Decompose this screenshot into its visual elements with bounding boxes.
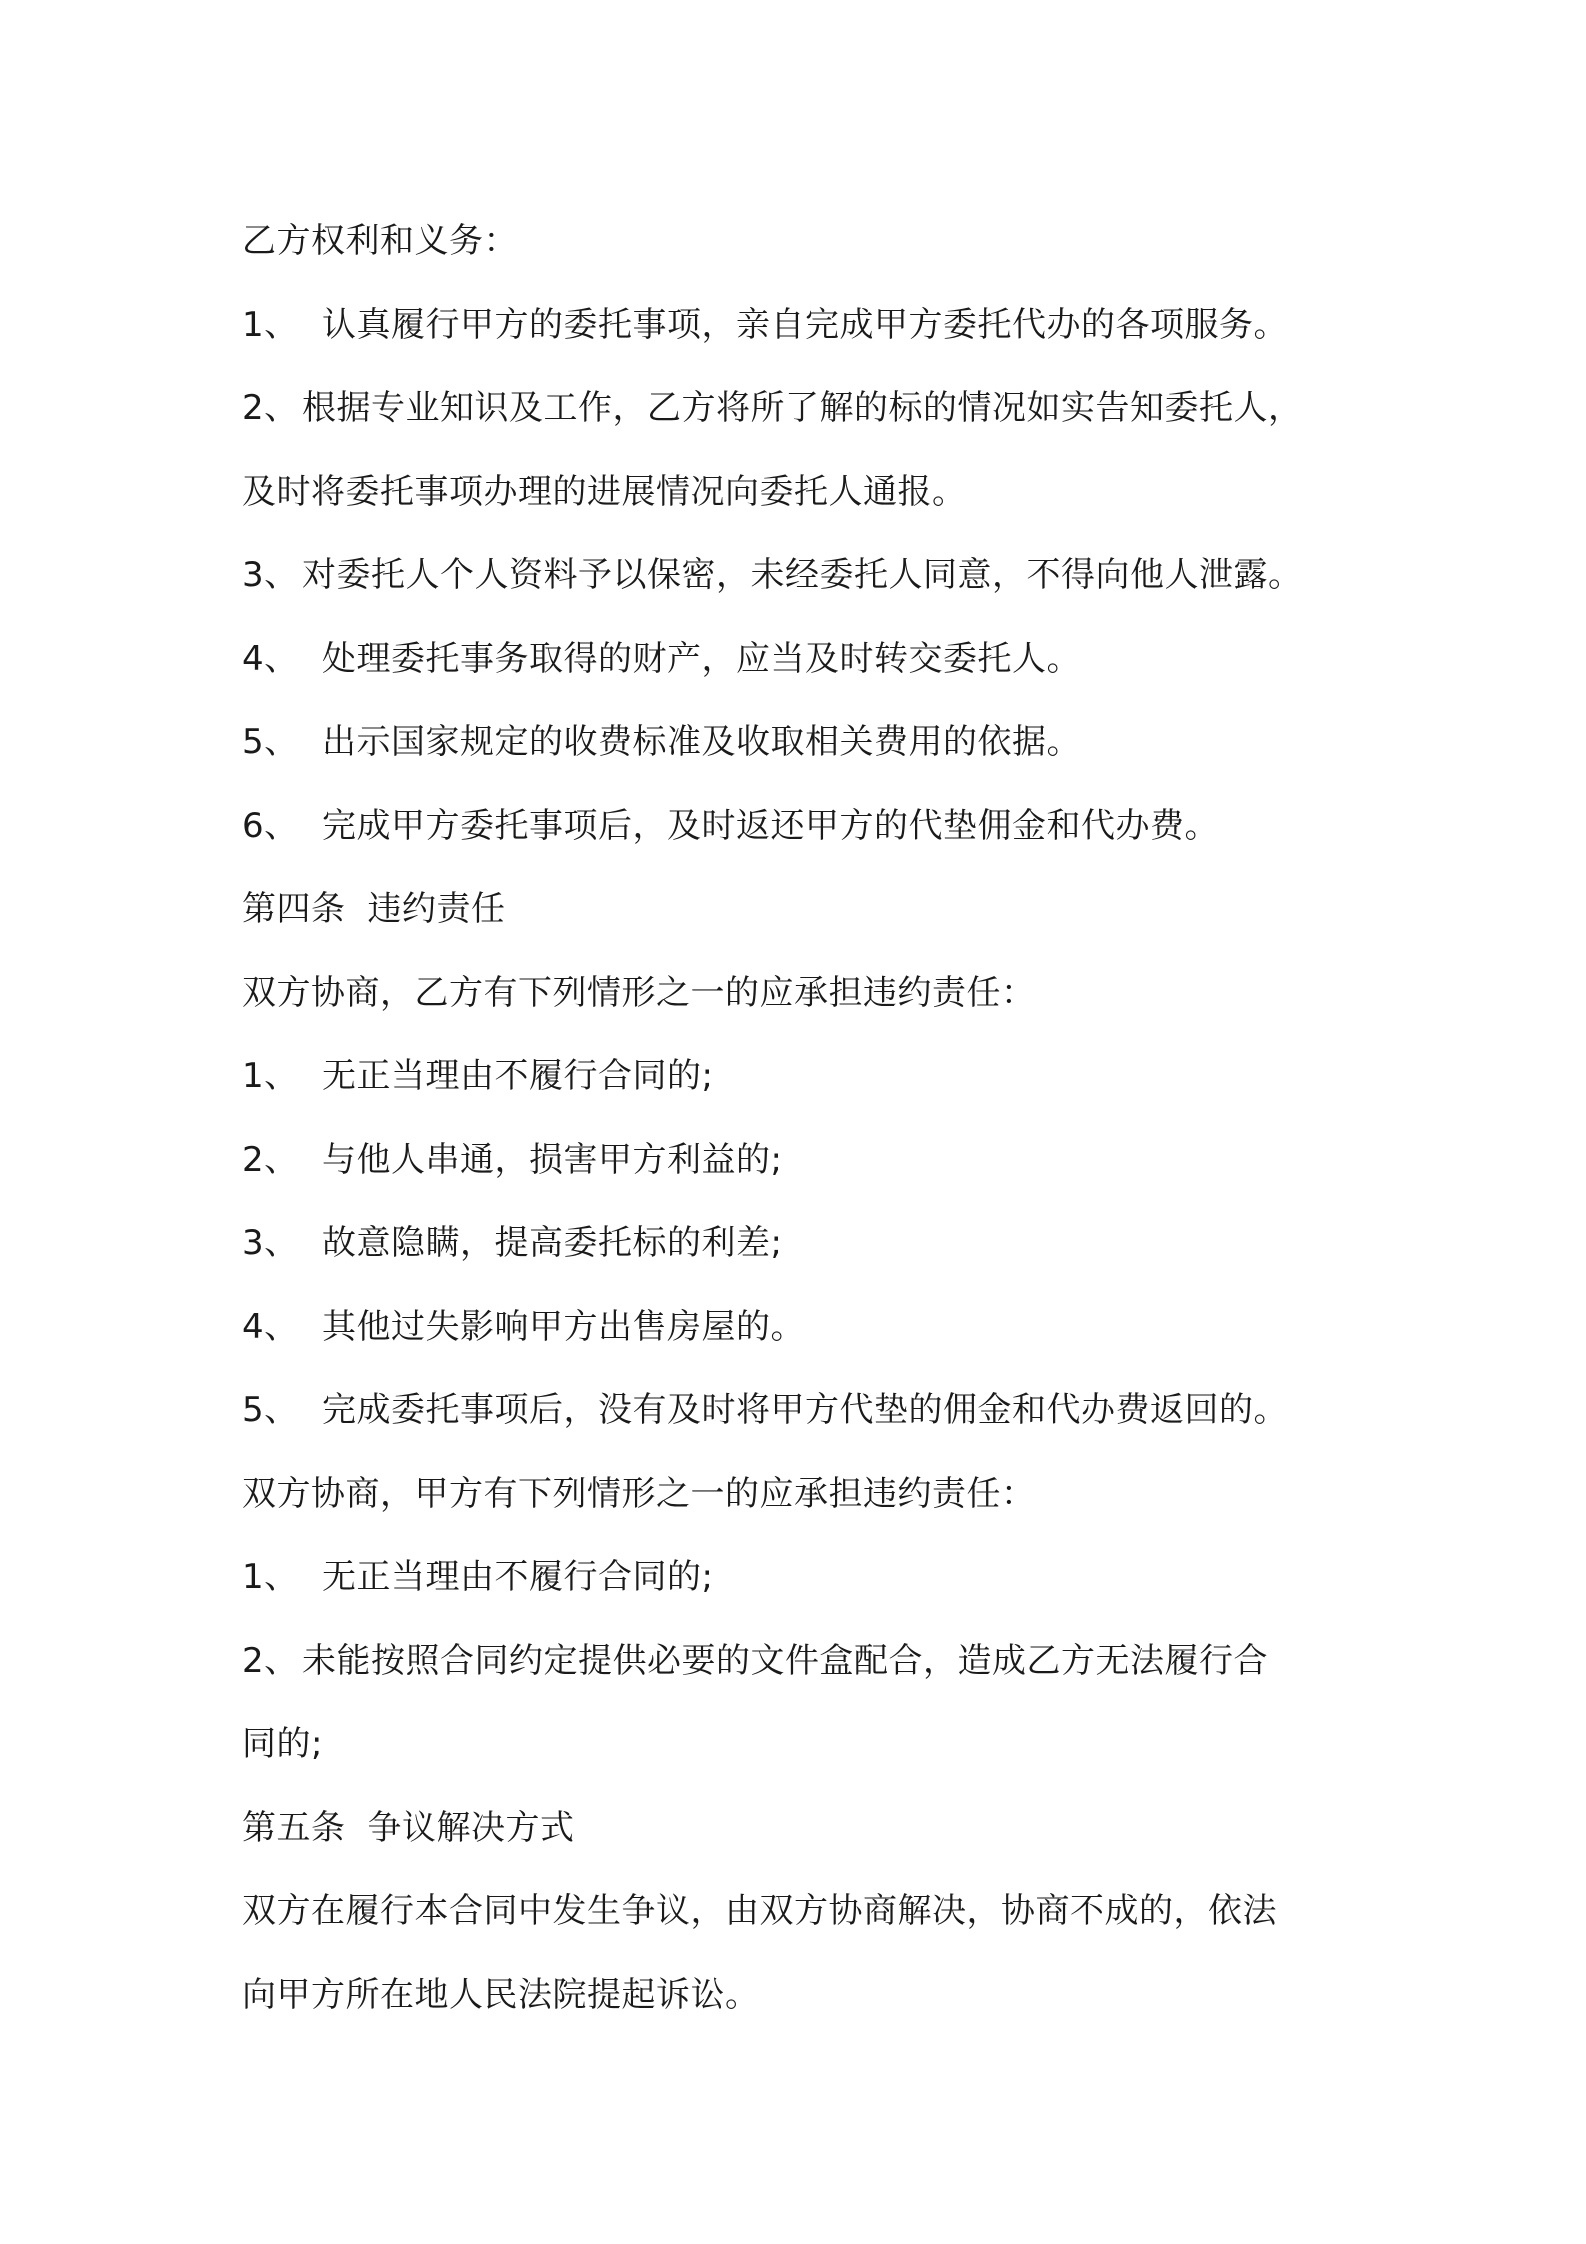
list-item: [242, 1286, 1362, 1370]
list-item: [242, 534, 1362, 618]
list-item-number: 3、: [242, 1223, 299, 1263]
list-item-number: 1、: [242, 1557, 299, 1597]
list-item: [242, 367, 1362, 451]
list-item: [242, 1369, 1362, 1453]
list-item: [242, 701, 1362, 785]
list-item-text: 完成甲方委托事项后，及时返还甲方的代垫佣金和代办费。: [322, 805, 1219, 846]
list-item-text: 未能按照合同约定提供必要的文件盒配合，造成乙方无法履行合: [302, 1640, 1268, 1681]
article-heading-5: [242, 1787, 1362, 1871]
section-title-yi-rights: 乙方权利和义务：: [242, 221, 518, 261]
list-item: [242, 1035, 1362, 1119]
list-item-number: 6、: [242, 805, 299, 846]
list-item: [242, 1202, 1362, 1286]
paragraph-jia-breach-intro: 双方协商，甲方有下列情形之一的应承担违约责任：: [242, 1473, 1036, 1514]
list-item-text: 无正当理由不履行合同的;: [322, 1056, 714, 1096]
list-item: [242, 1620, 1362, 1704]
paragraph-yi-breach-intro: 双方协商，乙方有下列情形之一的应承担违约责任：: [242, 972, 1036, 1013]
list-item-number: 3、: [242, 555, 299, 595]
list-item-text: 其他过失影响甲方出售房屋的。: [322, 1306, 805, 1347]
list-item-text: 根据专业知识及工作，乙方将所了解的标的情况如实告知委托人，: [302, 388, 1303, 428]
list-item-text: 出示国家规定的收费标准及收取相关费用的依据。: [322, 722, 1081, 762]
paragraph-dispute-line-1: 双方在履行本合同中发生争议，由双方协商解决，协商不成的，依法: [242, 1891, 1277, 1931]
list-item-number: 5、: [242, 722, 299, 762]
paragraph-dispute-line-2: 向甲方所在地人民法院提起诉讼。: [242, 1974, 760, 2015]
list-item: [242, 284, 1362, 368]
list-item-continuation: 及时将委托事项办理的进展情况向委托人通报。: [242, 471, 967, 512]
article-title: 违约责任: [367, 889, 506, 929]
list-item: [242, 1536, 1362, 1620]
list-item: [242, 1119, 1362, 1203]
list-item-continuation: 同的;: [242, 1724, 323, 1764]
list-item: [242, 618, 1362, 702]
list-item-number: 4、: [242, 1306, 299, 1347]
list-item-text: 对委托人个人资料予以保密，未经委托人同意，不得向他人泄露。: [302, 555, 1303, 595]
list-item-text: 与他人串通，损害甲方利益的;: [322, 1139, 783, 1180]
list-item: [242, 785, 1362, 869]
list-item-number: 5、: [242, 1390, 299, 1430]
article-number: 第五条: [242, 1807, 346, 1848]
list-item-number: 1、: [242, 1056, 299, 1096]
list-item-text: 完成委托事项后，没有及时将甲方代垫的佣金和代办费返回的。: [322, 1390, 1288, 1430]
document-body: [242, 200, 1362, 2037]
list-item-number: 2、: [242, 1640, 299, 1681]
list-item-text: 无正当理由不履行合同的;: [322, 1557, 714, 1597]
article-title: 争议解决方式: [367, 1807, 575, 1848]
list-item-text: 处理委托事务取得的财产，应当及时转交委托人。: [322, 638, 1081, 679]
list-item-number: 1、: [242, 304, 299, 345]
list-item-number: 2、: [242, 388, 299, 428]
list-item-text: 认真履行甲方的委托事项，亲自完成甲方委托代办的各项服务。: [322, 304, 1288, 345]
list-item-number: 4、: [242, 638, 299, 679]
article-heading-4: [242, 868, 1362, 952]
article-number: 第四条: [242, 889, 346, 929]
list-item-text: 故意隐瞒，提高委托标的利差;: [322, 1223, 783, 1263]
list-item-number: 2、: [242, 1139, 299, 1180]
